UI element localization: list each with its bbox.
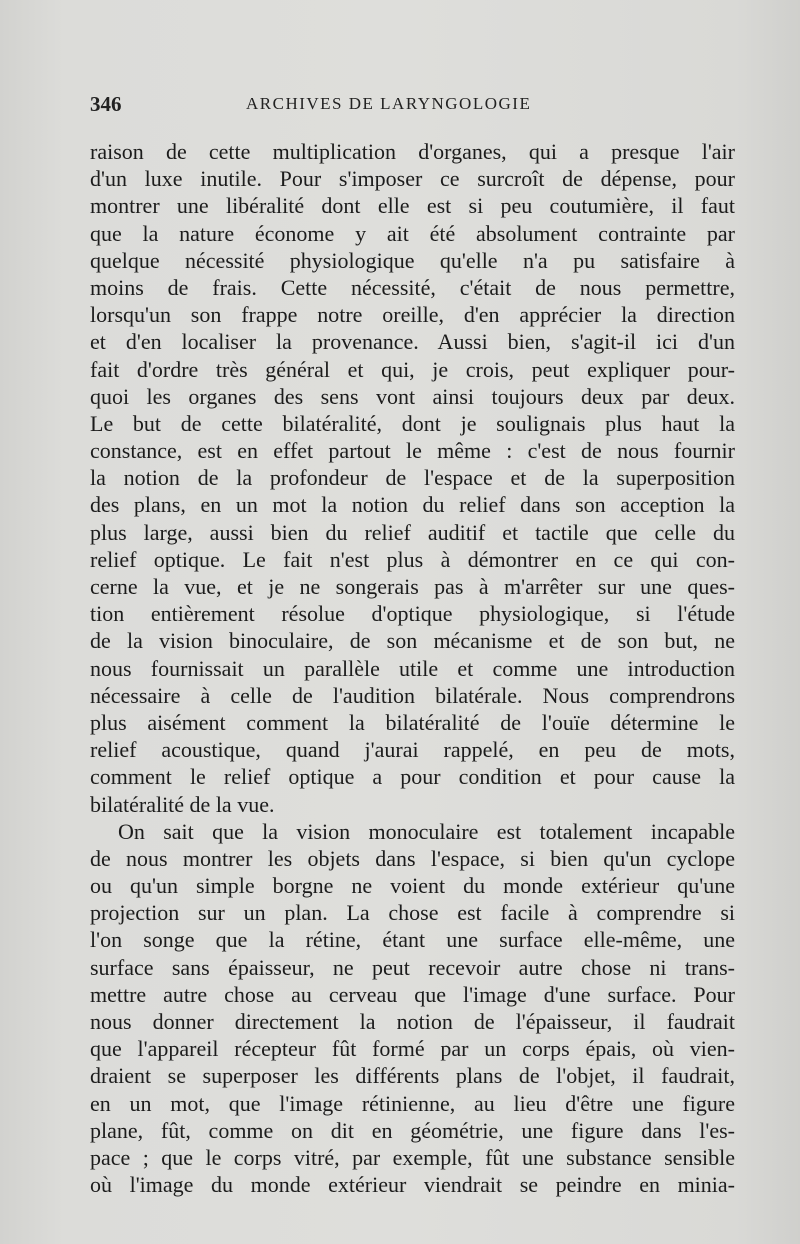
text-line: que la nature économe y ait été absolument contrainte par <box>90 220 735 246</box>
text-line: plane, fût, comme on dit en géométrie, une figure dans l'es- <box>90 1117 735 1143</box>
paragraph <box>90 138 735 818</box>
text-line: cerne la vue, et je ne songerais pas à m'arrêter sur une ques- <box>90 574 735 599</box>
text-line: projection sur un plan. La chose est facile à comprendre si <box>90 900 735 926</box>
journal-title: ARCHIVES DE LARYNGOLOGIE <box>246 94 532 113</box>
text-line: nous fournissait un parallèle utile et comme une introduction <box>90 655 735 681</box>
page-number: 346 <box>90 92 122 116</box>
text-line: où l'image du monde extérieur viendrait se peindre en minia- <box>90 1172 735 1198</box>
paragraph <box>90 818 735 1199</box>
text-line: l'on songe que la rétine, étant une surface elle-même, une <box>90 927 735 953</box>
text-line: pace ; que le corps vitré, par exemple, fût une substance sensible <box>90 1144 735 1170</box>
text-line: plus aisément comment la bilatéralité de l'ouïe détermine le <box>90 709 735 735</box>
text-line: fait d'ordre très général et qui, je crois, peut expliquer pour- <box>90 356 735 382</box>
text-line: des plans, en un mot la notion du relief dans son acception la <box>90 492 735 518</box>
text-line: montrer une libéralité dont elle est si peu coutumière, il faut <box>90 193 735 219</box>
text-line: moins de frais. Cette nécessité, c'était de nous permettre, <box>90 274 735 300</box>
text-line: et d'en localiser la provenance. Aussi bien, s'agit-il ici d'un <box>90 329 735 355</box>
text-line: nous donner directement la notion de l'épaisseur, il faudrait <box>90 1009 735 1034</box>
text-line: quoi les organes des sens vont ainsi toujours deux par deux. <box>90 383 735 409</box>
text-line: quelque nécessité physiologique qu'elle n'a pu satisfaire à <box>90 247 735 273</box>
text-line: relief optique. Le fait n'est plus à démontrer en ce qui con- <box>90 546 735 572</box>
text-line: comment le relief optique a pour condition et pour cause la <box>90 764 735 790</box>
text-line: On sait que la vision monoculaire est totalement incapable <box>118 818 735 844</box>
text-line: raison de cette multiplication d'organes, qui a presque l'air <box>90 139 735 164</box>
text-line: en un mot, que l'image rétinienne, au lieu d'être une figure <box>90 1090 735 1116</box>
text-line: ou qu'un simple borgne ne voient du monde extérieur qu'une <box>90 873 735 899</box>
text-line: tion entièrement résolue d'optique physiologique, si l'étude <box>90 601 735 627</box>
text-line: surface sans épaisseur, ne peut recevoir autre chose ni trans- <box>90 954 735 980</box>
text-line: d'un luxe inutile. Pour s'imposer ce surcroît de dépense, pour <box>90 166 735 192</box>
running-head <box>90 92 740 122</box>
text-line: relief acoustique, quand j'aurai rappelé, en peu de mots, <box>90 737 735 763</box>
text-line: Le but de cette bilatéralité, dont je soulignais plus haut la <box>90 410 735 436</box>
text-line: que l'appareil récepteur fût formé par un corps épais, où vien- <box>90 1036 735 1062</box>
text-line: de la vision binoculaire, de son mécanisme et de son but, ne <box>90 628 735 654</box>
text-line: mettre autre chose au cerveau que l'image d'une surface. Pour <box>90 981 735 1007</box>
text-line: de nous montrer les objets dans l'espace, si bien qu'un cyclope <box>90 845 735 871</box>
text-line: lorsqu'un son frappe notre oreille, d'en apprécier la direction <box>90 302 735 328</box>
body-text <box>90 138 735 1198</box>
text-line: constance, est en effet partout le même : c'est de nous fournir <box>90 438 735 464</box>
text-line: plus large, aussi bien du relief auditif et tactile que celle du <box>90 519 735 545</box>
text-line: bilatéralité de la vue. <box>90 791 275 817</box>
text-line: la notion de la profondeur de l'espace et de la superposition <box>90 465 735 491</box>
text-line: draient se superposer les différents plans de l'objet, il faudrait, <box>90 1063 735 1089</box>
text-line: nécessaire à celle de l'audition bilatérale. Nous comprendrons <box>90 682 735 708</box>
